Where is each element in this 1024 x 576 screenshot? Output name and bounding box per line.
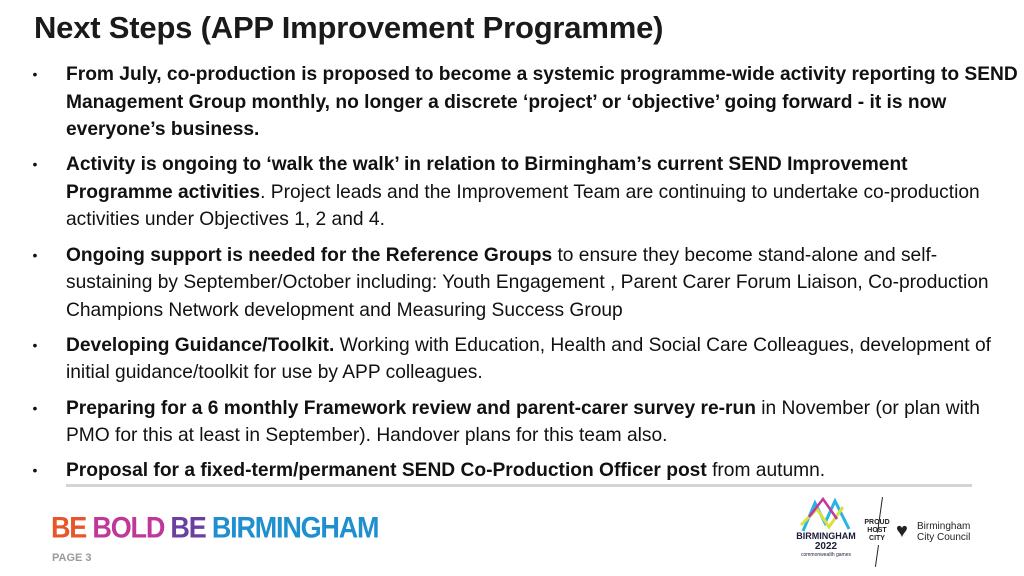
bullet-icon: • <box>32 156 38 173</box>
page-title: Next Steps (APP Improvement Programme) <box>34 10 664 45</box>
bullet-lead: Proposal for a fixed-term/permanent SEND Co-Production Officer post <box>66 460 707 482</box>
page-number: PAGE 3 <box>52 552 92 564</box>
bullet-icon: • <box>32 399 38 416</box>
bullet-item <box>28 151 1018 234</box>
be-bold-be-birmingham-logo <box>51 512 378 545</box>
bullet-text: to ensure they become stand-alone and self-sustaining by September/October including: Youth Engagement , Parent Carer Forum Liaison, Co-production Champions Network development and Measuring Success Group <box>66 244 989 321</box>
bullet-icon: • <box>32 246 38 263</box>
slogan-word: BE <box>51 511 93 545</box>
logo-separator <box>875 545 879 567</box>
bullet-lead: Developing Guidance/Toolkit. <box>66 334 335 356</box>
slogan-word: BIRMINGHAM <box>211 511 379 545</box>
footer-divider <box>66 484 972 487</box>
bullet-text: Working with Education, Health and Social Care Colleagues, development of initial guidance/toolkit for use by APP colleagues. <box>66 334 991 384</box>
bullet-text: . Project leads and the Improvement Team are continuing to undertake co-production activities under Objectives 1, 2 and 4. <box>66 181 980 231</box>
bullet-text: from autumn. <box>706 460 826 482</box>
bullet-item <box>28 242 1018 325</box>
bullet-item <box>28 457 1018 485</box>
birmingham-city-council-logo <box>896 519 1016 543</box>
bullet-item <box>28 395 1018 450</box>
bullet-lead: From July, co-production is proposed to become a systemic programme-wide activity reporting to SEND Management Group monthly, no longer a discrete ‘project’ or ‘objective’ going forward - it is now everyone’s business. <box>66 64 1018 140</box>
proud-logo-line: HOST <box>867 527 887 534</box>
council-name-line2: City Council <box>917 532 971 543</box>
proud-host-city-logo <box>860 519 894 543</box>
games-emblem-icon <box>795 497 857 533</box>
slogan-word: BOLD <box>92 511 171 545</box>
bullet-lead: Activity is ongoing to ‘walk the walk’ in relation to Birmingham’s current SEND Improvement Programme activities <box>66 154 908 203</box>
bullet-list <box>28 61 1018 493</box>
bullet-icon: • <box>32 336 38 353</box>
games-logo-sub: commonwealth games <box>800 552 852 558</box>
commonwealth-games-logo <box>795 497 857 567</box>
council-name <box>917 521 970 543</box>
bullet-text: in November (or plan with PMO for this at least in September). Handover plans for this team also. <box>66 397 980 447</box>
bullet-icon: • <box>32 462 38 479</box>
bullet-item <box>28 61 1018 144</box>
slogan-word: BE <box>170 511 212 545</box>
bullet-item <box>28 332 1018 387</box>
council-heart-icon: ♥ <box>896 520 908 542</box>
proud-logo-line: CITY <box>869 535 885 542</box>
bullet-lead: Ongoing support is needed for the Reference Groups <box>66 244 553 266</box>
proud-logo-line: PROUD <box>864 519 890 526</box>
games-logo-year: 2022 <box>814 541 838 552</box>
bullet-lead: Preparing for a 6 monthly Framework review and parent-carer survey re-run <box>66 397 756 419</box>
council-name-line1: Birmingham <box>917 521 971 532</box>
games-logo-name: BIRMINGHAM <box>796 531 856 541</box>
bullet-icon: • <box>32 66 38 82</box>
